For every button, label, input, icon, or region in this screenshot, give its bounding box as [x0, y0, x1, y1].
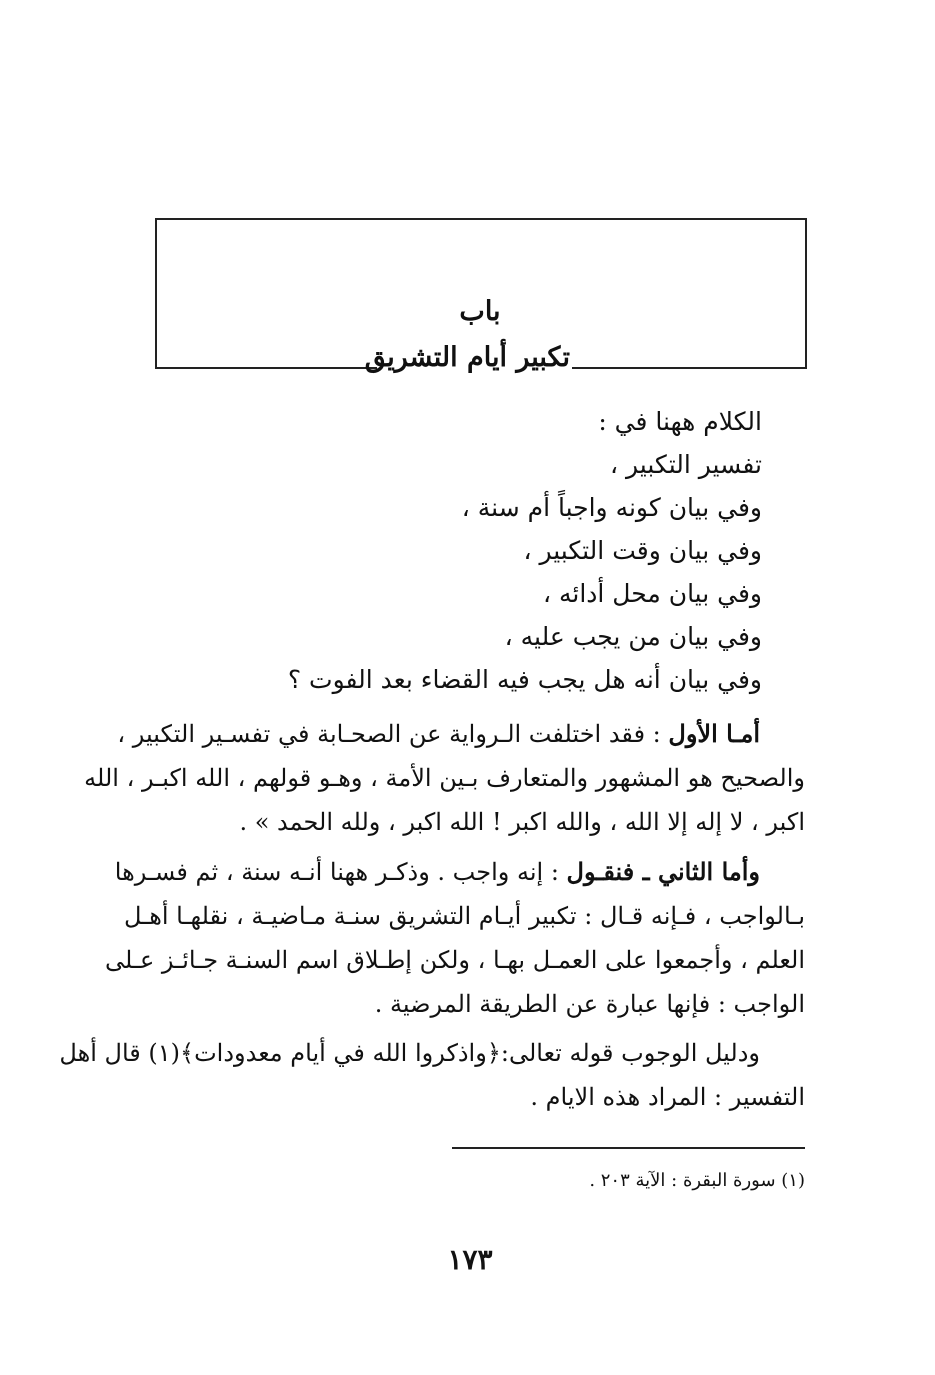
intro-line: وفي بيان أنه هل يجب فيه القضاء بعد الفوت ؟ [287, 665, 762, 694]
paragraph-line: ودليل الوجوب قوله تعالى:﴿واذكروا الله في أيام معدودات﴾(١) قال أهل [59, 1039, 760, 1067]
intro-line: تفسير التكبير ، [609, 450, 762, 479]
title-frame-bottom-left-border [155, 367, 377, 369]
footnote: (١) سورة البقرة : الآية ٢٠٣ . [589, 1170, 805, 1191]
title-frame-top-border [155, 218, 807, 220]
paragraph-line: بـالواجب ، فـإنه قـال : تكبير أيـام التشريق سنـة مـاضيـة ، نقلهـا أهـل [124, 902, 805, 930]
intro-line: الكلام ههنا في : [598, 407, 762, 436]
intro-line: وفي بيان كونه واجباً أم سنة ، [461, 493, 762, 522]
paragraph-lead: أمـا الأول [668, 719, 760, 748]
paragraph-line: والصحيح هو المشهور والمتعارف بـين الأمة ، وهـو قولهم ، الله اكبـر ، الله [84, 764, 805, 792]
paragraph-line [114, 850, 805, 894]
paragraph-text: : إنه واجب . وذكـر ههنا أنـه سنة ، ثم فسـرها [114, 858, 567, 886]
page-number: ١٧٣ [447, 1243, 493, 1276]
intro-line: وفي بيان من يجب عليه ، [504, 622, 762, 651]
title-frame-left-border [155, 218, 157, 368]
paragraph-line [117, 712, 805, 756]
paragraph-line: التفسير : المراد هذه الايام . [530, 1083, 805, 1111]
intro-line: وفي بيان محل أدائه ، [542, 579, 762, 608]
chapter-label: باب [459, 296, 501, 327]
paragraph-line: اكبر ، لا إله إلا الله ، والله اكبر ! الله اكبر ، ولله الحمد » . [239, 808, 805, 836]
paragraph-line: الواجب : فإنها عبارة عن الطريقة المرضية . [374, 990, 805, 1018]
chapter-title: تكبير أيام التشريق [364, 342, 570, 373]
title-frame-right-border [805, 218, 807, 368]
title-frame-bottom-right-border [572, 367, 807, 369]
paragraph-line: العلم ، وأجمعوا على العمـل بهـا ، ولكن إطـلاق اسم السنـة جـائـز عـلى [104, 946, 805, 974]
paragraph-first-topic [84, 712, 805, 844]
intro-line: وفي بيان وقت التكبير ، [523, 536, 762, 565]
intro-list [287, 400, 762, 701]
paragraph-text: : فقد اختلفت الـرواية عن الصحـابة في تفسـير التكبير ، [117, 720, 669, 748]
paragraph-evidence [59, 1031, 805, 1119]
footnote-divider [452, 1147, 805, 1149]
paragraph-second-topic [104, 850, 805, 1026]
paragraph-lead: وأما الثاني ـ فنقـول [566, 857, 760, 886]
